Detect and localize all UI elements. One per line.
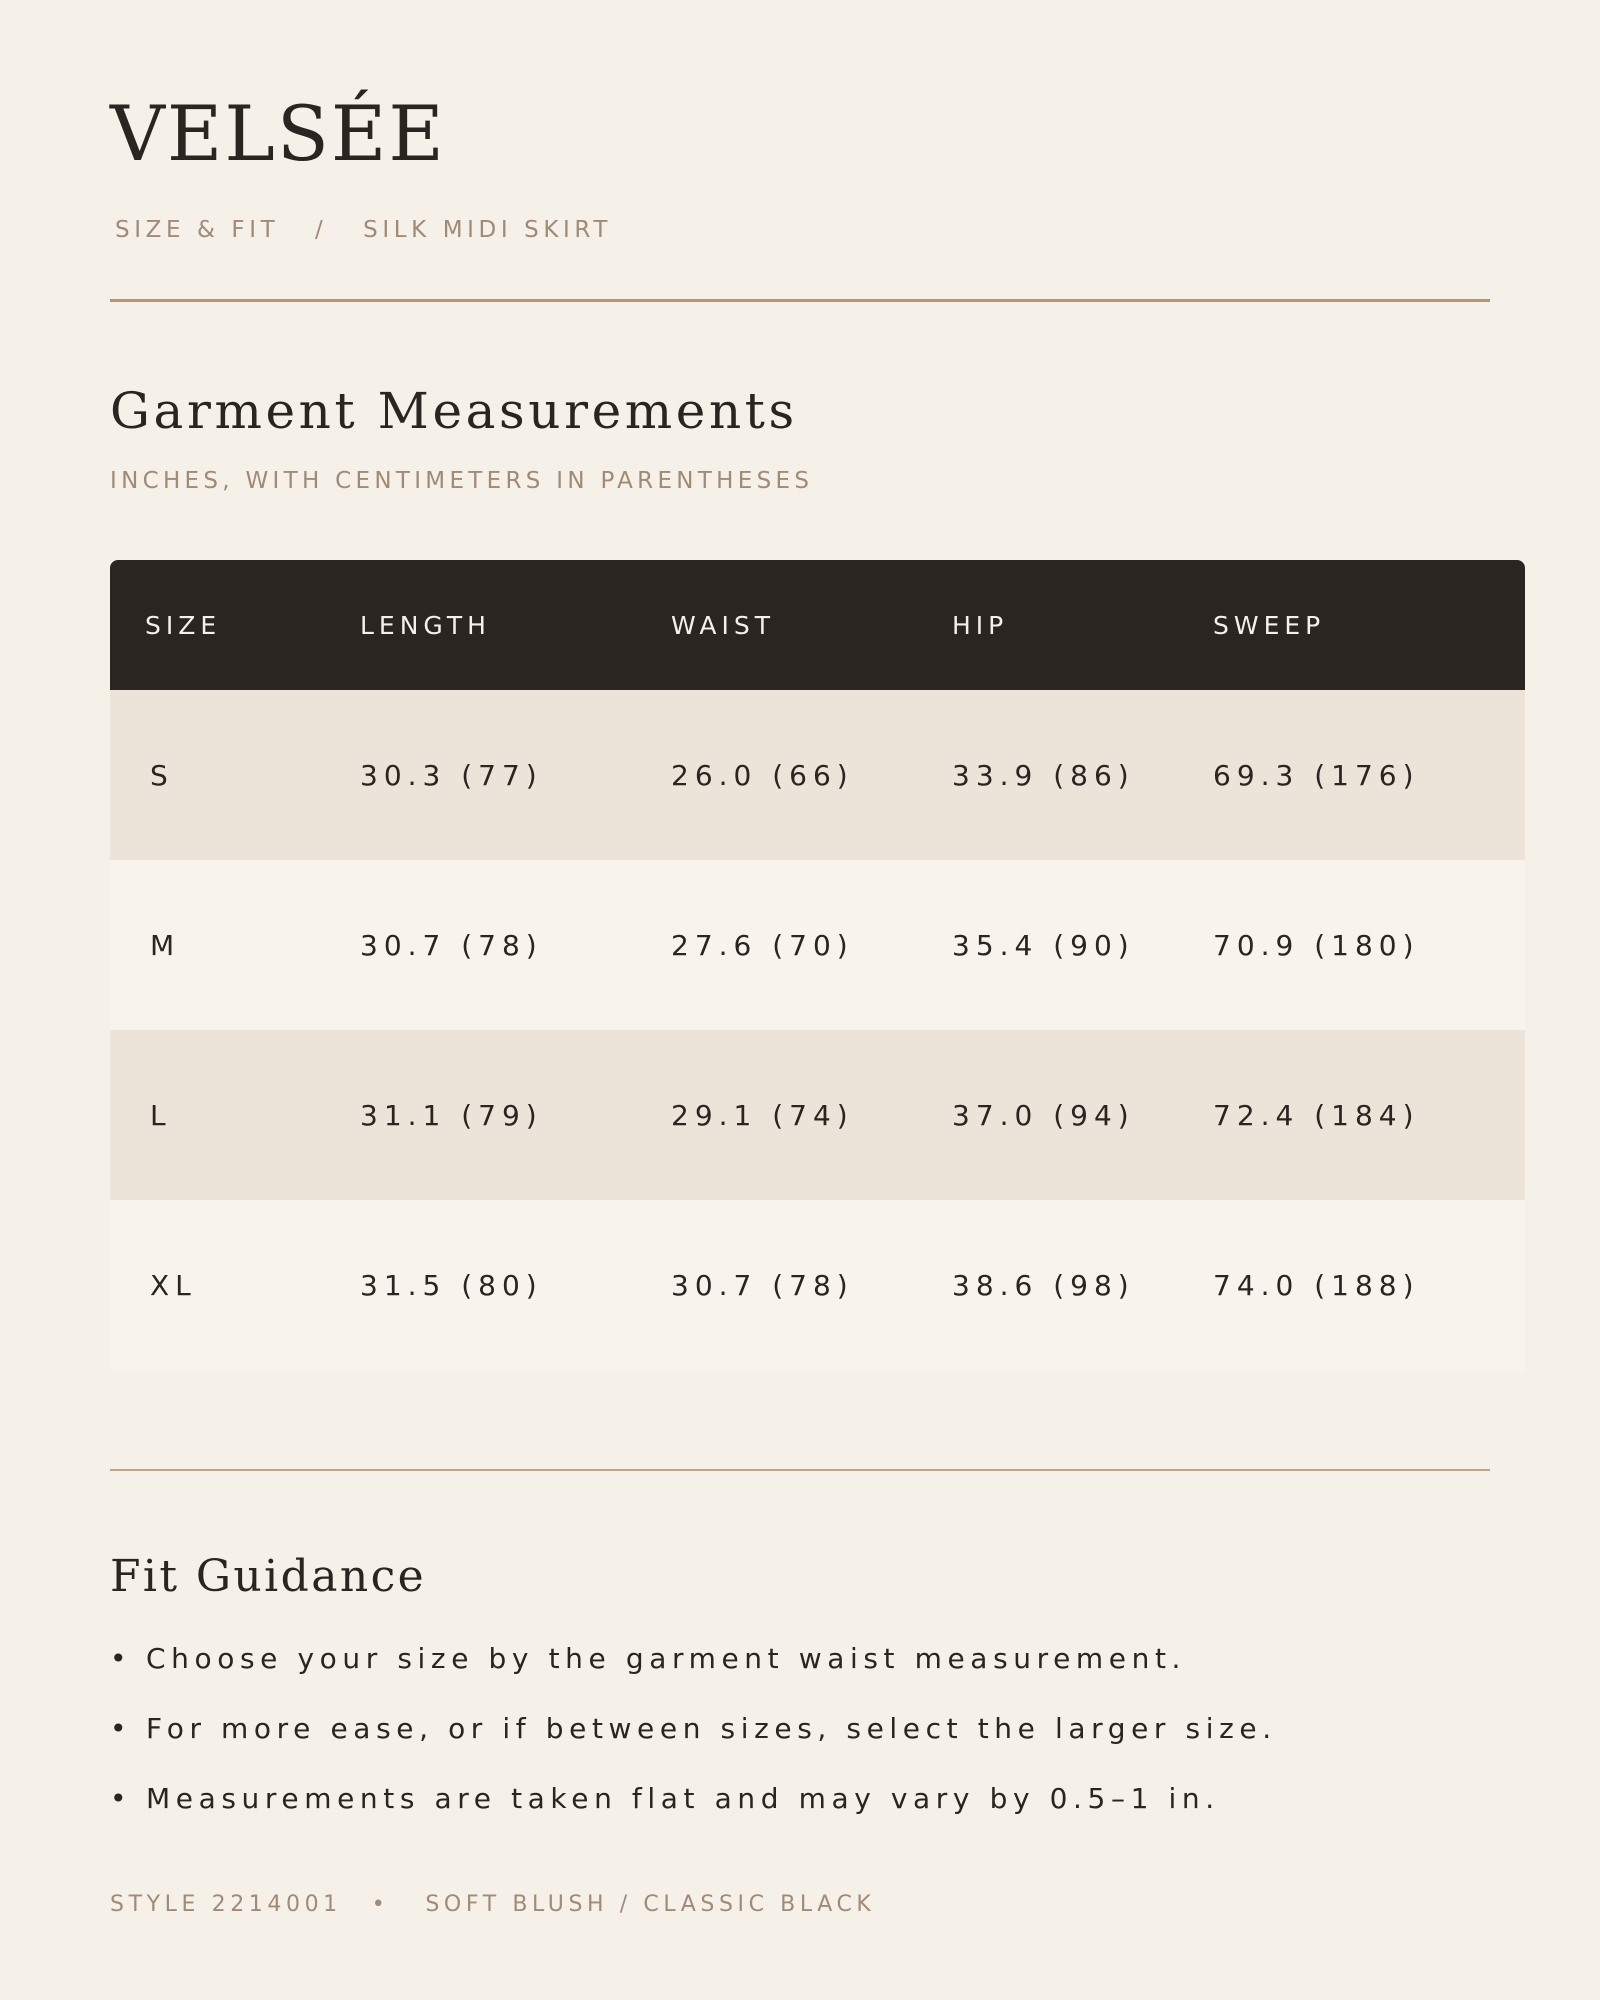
cell-hip: 38.6 (98) <box>952 1200 1213 1370</box>
cell-length: 30.3 (77) <box>360 690 671 860</box>
list-item <box>110 1712 1277 1785</box>
brand-logo: VELSÉE <box>110 89 446 178</box>
table-row <box>110 690 1525 860</box>
cell-hip: 35.4 (90) <box>952 860 1213 1030</box>
cell-waist: 26.0 (66) <box>671 690 952 860</box>
cell-hip: 33.9 (86) <box>952 690 1213 860</box>
footer-meta <box>110 1894 875 1916</box>
cell-sweep: 72.4 (184) <box>1213 1030 1525 1200</box>
cell-waist: 30.7 (78) <box>671 1200 952 1370</box>
breadcrumb <box>115 219 612 242</box>
list-item <box>110 1642 1277 1715</box>
section-divider <box>110 1469 1490 1471</box>
header-divider <box>110 299 1490 302</box>
cell-sweep: 70.9 (180) <box>1213 860 1525 1030</box>
footer-separator: • <box>371 1892 390 1917</box>
cell-waist: 27.6 (70) <box>671 860 952 1030</box>
size-chart-table <box>110 560 1525 1370</box>
table-row <box>110 1030 1525 1200</box>
column-header-sweep: SWEEP <box>1213 560 1525 690</box>
guidance-text: For more ease, or if between sizes, select the larger size. <box>146 1712 1277 1745</box>
cell-length: 30.7 (78) <box>360 860 671 1030</box>
breadcrumb-section[interactable]: SIZE & FIT <box>115 217 280 243</box>
units-note: INCHES, WITH CENTIMETERS IN PARENTHESES <box>110 468 814 494</box>
list-item <box>110 1782 1277 1855</box>
column-header-waist: WAIST <box>671 560 952 690</box>
bullet-icon: • <box>110 1782 133 1815</box>
table-row <box>110 860 1525 1030</box>
breadcrumb-product: SILK MIDI SKIRT <box>363 217 612 243</box>
style-number: STYLE 2214001 <box>110 1892 342 1917</box>
table-row <box>110 1200 1525 1370</box>
guidance-text: Measurements are taken flat and may vary by 0.5–1 in. <box>146 1782 1220 1815</box>
guidance-text: Choose your size by the garment waist measurement. <box>146 1642 1187 1675</box>
cell-size: XL <box>110 1200 360 1370</box>
column-header-hip: HIP <box>952 560 1213 690</box>
cell-hip: 37.0 (94) <box>952 1030 1213 1200</box>
column-header-size: SIZE <box>110 560 360 690</box>
cell-size: M <box>110 860 360 1030</box>
cell-length: 31.1 (79) <box>360 1030 671 1200</box>
bullet-icon: • <box>110 1712 133 1745</box>
cell-size: S <box>110 690 360 860</box>
cell-waist: 29.1 (74) <box>671 1030 952 1200</box>
fit-guidance-title: Fit Guidance <box>110 1551 427 1602</box>
fit-guidance-list <box>110 1642 1277 1855</box>
bullet-icon: • <box>110 1642 133 1675</box>
measurements-title: Garment Measurements <box>110 382 798 440</box>
cell-length: 31.5 (80) <box>360 1200 671 1370</box>
color-options: SOFT BLUSH / CLASSIC BLACK <box>425 1892 876 1917</box>
cell-sweep: 74.0 (188) <box>1213 1200 1525 1370</box>
cell-size: L <box>110 1030 360 1200</box>
table-header-row <box>110 560 1525 690</box>
cell-sweep: 69.3 (176) <box>1213 690 1525 860</box>
breadcrumb-separator: / <box>315 217 328 243</box>
column-header-length: LENGTH <box>360 560 671 690</box>
